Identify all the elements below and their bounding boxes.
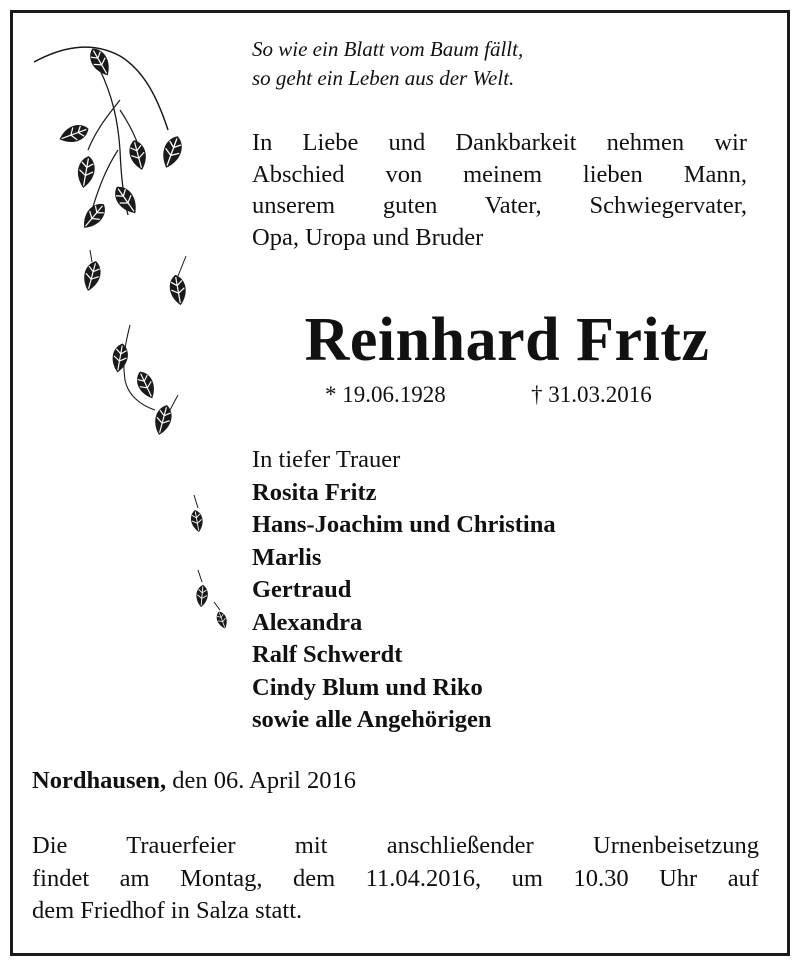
intro-line: Opa, Uropa und Bruder [252,223,484,251]
motto-line: so geht ein Leben aus der Welt. [252,66,515,90]
mourner-name: Marlis [252,543,322,571]
place: Nordhausen, [32,767,167,794]
leaf-icon [133,369,159,402]
death-date: † 31.03.2016 [531,382,652,407]
leaf-icon [195,584,208,607]
mourner-name: Gertraud [252,576,352,603]
leaf-icon [126,138,149,172]
mourner-name: Alexandra [252,608,363,636]
motto [252,35,523,93]
leaf-icon [110,342,130,374]
leaf-icon [75,155,97,190]
mourners-list [252,444,556,737]
ceremony-line: findet am Montag, dem 11.04.2016, um 10.30 Uhr auf [32,864,759,892]
ceremony-line: dem Friedhof in Salza statt. [32,897,303,924]
leaf-icon [80,259,103,293]
mourner-name: Rosita Fritz [252,478,377,506]
leaf-icon [168,273,189,306]
leaf-icon [215,610,230,630]
leaf-icon [158,133,186,170]
leaf-icon [110,182,142,218]
intro-text [252,127,747,253]
intro-line: Abschied von meinem lieben Mann, [252,160,747,188]
ceremony-line: Die Trauerfeier mit anschließender Urnenbeisetzung [32,832,759,859]
ceremony-info [32,830,759,928]
mourner-name: sowie alle Angehörigen [252,706,492,733]
deceased-name: Reinhard Fritz [304,306,710,374]
mourner-name: Hans-Joachim und Christina [252,511,556,538]
intro-line: In Liebe und Dankbarkeit nehmen wir [252,129,747,156]
date: den 06. April 2016 [166,767,356,794]
mourners-heading: In tiefer Trauer [252,446,401,473]
mourner-name: Cindy Blum und Riko [252,673,483,701]
motto-line: So wie ein Blatt vom Baum fällt, [252,37,524,61]
leaf-icon [57,121,91,146]
intro-line: unserem guten Vater, Schwiegervater, [252,192,747,219]
leaf-icon [189,509,204,533]
mourner-name: Ralf Schwerdt [252,641,403,668]
leaf-icon [86,45,115,80]
place-date [32,765,356,797]
birth-date: * 19.06.1928 [325,382,446,407]
